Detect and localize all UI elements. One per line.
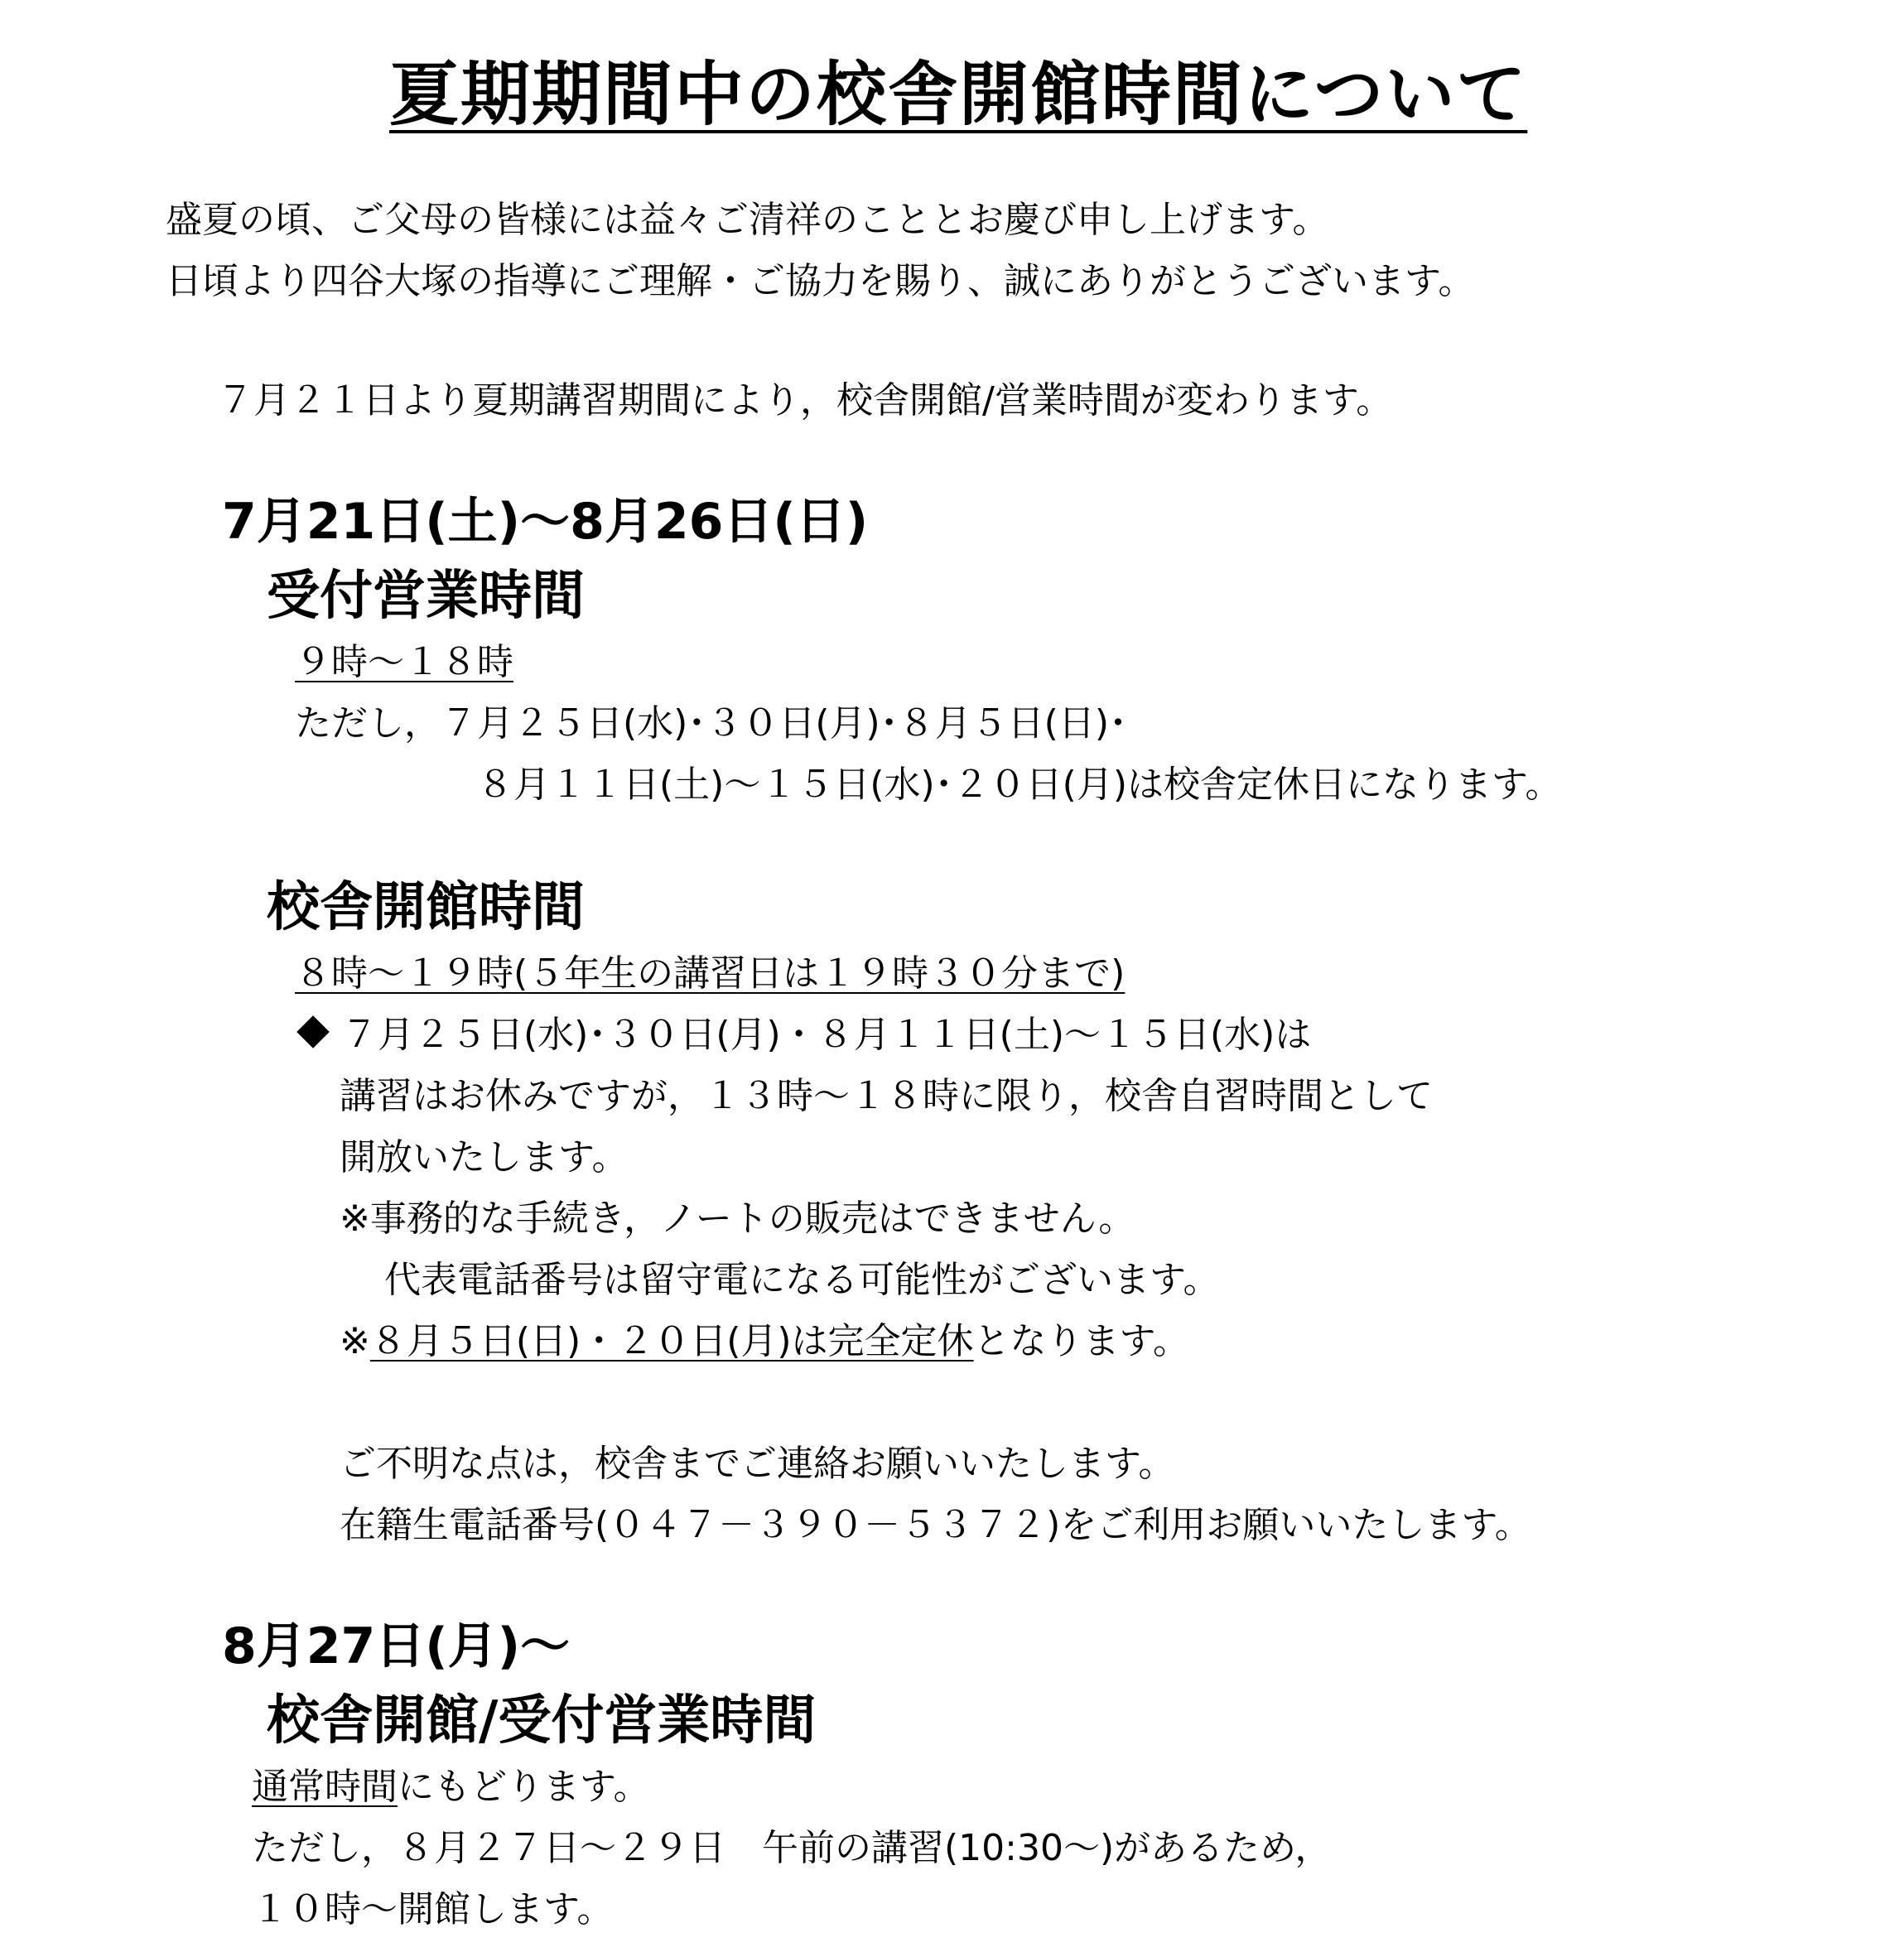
- normal-hours-underlined: 通常時間: [252, 1766, 398, 1808]
- reception-note-line-1: ただし，７月２５日(水)･３０日(月)･８月５日(日)･: [295, 702, 1127, 745]
- contact-line-1: ご不明な点は，校舎までご連絡お願いいたします。: [340, 1443, 1175, 1485]
- bullet-text: ７月２５日(水)･３０日(月)・８月１１日(土)～１５日(水)は: [341, 1014, 1312, 1056]
- diamond-bullet-icon: [296, 1015, 330, 1048]
- opening-hours: ８時～１９時(５年生の講習日は１９時３０分まで): [295, 952, 1126, 995]
- page-title: 夏期期間中の校舎開館時間について: [389, 54, 1528, 135]
- period2-subheading: 校舎開館/受付営業時間: [267, 1690, 817, 1752]
- opening-bullet-line-1: [295, 1014, 1312, 1056]
- opening-bullet-line-2: 講習はお休みですが，１３時～１８時に限り，校舎自習時間として: [340, 1075, 1433, 1117]
- normal-hours-rest: にもどります。: [398, 1766, 650, 1808]
- period2-line-3: １０時～開館します。: [252, 1888, 614, 1930]
- opening-note2: [340, 1320, 1190, 1362]
- intro-text: ７月２１日より夏期講習期間により，校舎開館/営業時間が変わります。: [217, 379, 1393, 422]
- period2-line-2: ただし，８月２７日～２９日 午前の講習(10:30～)があるため，: [252, 1827, 1332, 1869]
- opening-bullet-line-3: 開放いたします。: [340, 1136, 629, 1178]
- period2-line-1: [252, 1766, 650, 1808]
- opening-heading: 校舎開館時間: [267, 877, 585, 938]
- reception-hours: ９時～１８時: [295, 641, 513, 683]
- note2-suffix: となります。: [973, 1320, 1190, 1362]
- reception-heading: 受付営業時間: [267, 566, 585, 627]
- greeting-line-1: 盛夏の頃、ご父母の皆様には益々ご清祥のこととお慶び申し上げます。: [166, 199, 1329, 241]
- note2-underlined: ８月５日(日)・２０日(月)は完全定休: [369, 1320, 974, 1362]
- period1-heading: 7月21日(土)～8月26日(日): [222, 493, 869, 551]
- greeting-line-2: 日頃より四谷大塚の指導にご理解・ご協力を賜り、誠にありがとうございます。: [166, 260, 1475, 302]
- contact-line-2: 在籍生電話番号(０４７－３９０－５３７２)をご利用お願いいたします。: [340, 1504, 1531, 1546]
- note2-prefix: ※: [340, 1320, 370, 1362]
- reception-note-line-2: ８月１１日(土)～１５日(水)･２０日(月)は校舎定休日になります。: [477, 764, 1562, 806]
- opening-note1-line-2: 代表電話番号は留守電になる可能性がございます。: [384, 1259, 1220, 1301]
- opening-note1-line-1: ※事務的な手続き，ノートの販売はできません。: [340, 1198, 1135, 1240]
- period2-heading: 8月27日(月)～: [222, 1617, 571, 1675]
